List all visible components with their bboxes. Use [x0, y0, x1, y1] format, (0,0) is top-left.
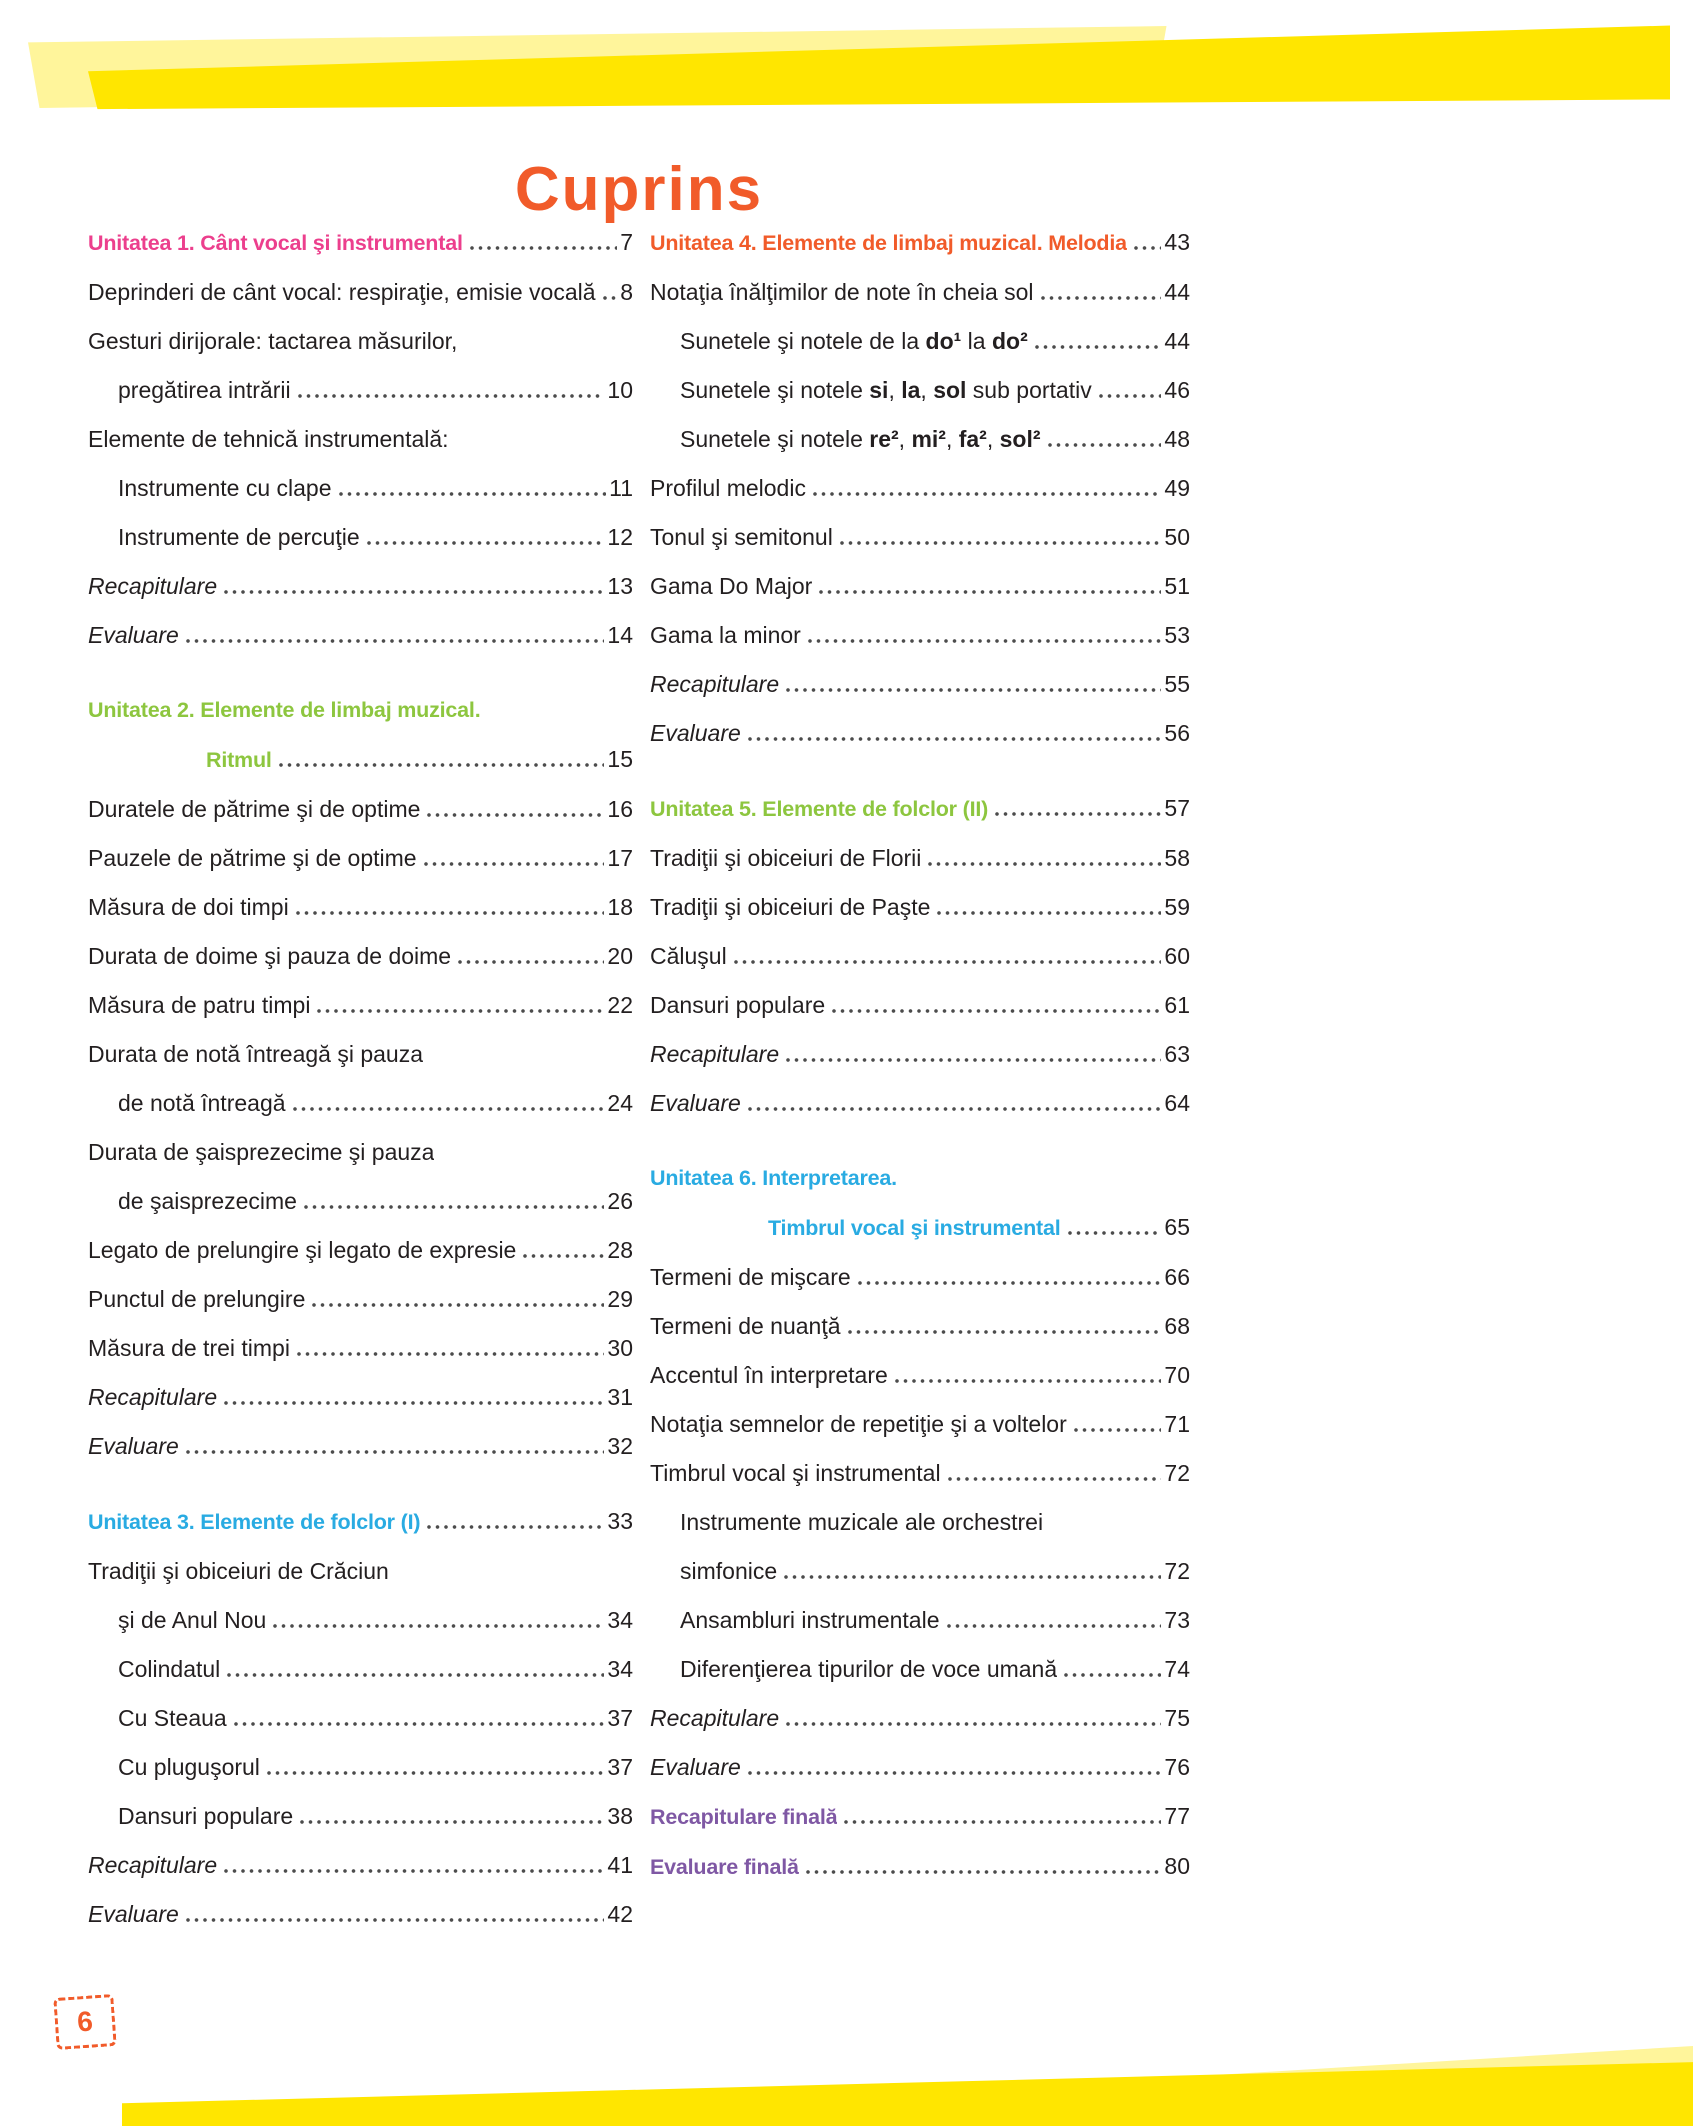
toc-item-row — [650, 1547, 1190, 1596]
toc-entry-label: Notaţia înălţimilor de note în cheia sol — [650, 279, 1034, 305]
toc-item-row — [88, 513, 633, 562]
toc-item-row — [650, 366, 1190, 415]
dotted-leader — [784, 1052, 1161, 1062]
toc-item-row — [650, 415, 1190, 464]
dotted-leader — [784, 682, 1161, 692]
toc-page-number: 29 — [607, 1286, 633, 1312]
dotted-leader — [225, 1667, 604, 1677]
dotted-leader — [804, 1864, 1162, 1874]
toc-item-row — [88, 1422, 633, 1471]
dotted-leader — [184, 633, 605, 643]
toc-page-number: 17 — [607, 845, 633, 871]
toc-entry-label: Termeni de mişcare — [650, 1264, 851, 1290]
dotted-leader — [784, 1716, 1161, 1726]
toc-page-number: 75 — [1164, 1705, 1190, 1731]
toc-item-row — [650, 981, 1190, 1030]
toc-heading-row — [650, 218, 1190, 268]
toc-entry-label: Ansambluri instrumentale — [680, 1607, 940, 1633]
toc-item-row — [88, 1030, 633, 1079]
toc-entry-label: Unitatea 1. Cânt vocal şi instrumental — [88, 231, 463, 255]
toc-entry-label: Instrumente muzicale ale orchestrei — [680, 1509, 1044, 1535]
toc-item-row — [88, 1890, 633, 1939]
dotted-leader — [422, 856, 605, 866]
toc-item-row — [88, 1373, 633, 1422]
dotted-leader — [746, 1765, 1162, 1775]
dotted-leader — [468, 240, 617, 250]
toc-item-row — [88, 464, 633, 513]
dotted-leader — [315, 1003, 604, 1013]
dotted-leader — [222, 584, 604, 594]
dotted-leader — [945, 1618, 1162, 1628]
toc-page-number: 76 — [1164, 1754, 1190, 1780]
toc-page-number: 74 — [1164, 1656, 1190, 1682]
toc-item-row — [88, 1547, 633, 1596]
dotted-leader — [337, 486, 607, 496]
dotted-leader — [782, 1569, 1161, 1579]
toc-heading-row — [88, 1497, 633, 1547]
toc-entry-label: Sunetele şi notele de la do¹ la do² — [680, 328, 1028, 354]
toc-page-number: 70 — [1164, 1362, 1190, 1388]
dotted-leader — [1132, 240, 1162, 250]
dotted-leader — [232, 1716, 605, 1726]
toc-entry-label: Instrumente cu clape — [118, 475, 332, 501]
toc-page-number: 13 — [607, 573, 633, 599]
dotted-leader — [295, 1346, 604, 1356]
toc-entry-label: pregătirea intrării — [118, 377, 291, 403]
toc-page-number: 14 — [607, 622, 633, 648]
dotted-leader — [184, 1912, 605, 1922]
toc-heading-row — [650, 1842, 1190, 1892]
dotted-leader — [1062, 1667, 1161, 1677]
toc-column-left — [88, 218, 633, 1939]
toc-entry-label: Elemente de tehnică instrumentală: — [88, 426, 449, 452]
toc-page-number: 60 — [1164, 943, 1190, 969]
toc-item-row — [88, 366, 633, 415]
dotted-leader — [1046, 437, 1162, 447]
dotted-leader — [302, 1199, 604, 1209]
toc-item-row — [88, 1079, 633, 1128]
toc-page-number: 37 — [607, 1705, 633, 1731]
dotted-leader — [893, 1373, 1162, 1383]
toc-item-row — [88, 611, 633, 660]
toc-entry-label: Măsura de patru timpi — [88, 992, 311, 1018]
toc-page-number: 44 — [1164, 328, 1190, 354]
toc-item-row — [650, 660, 1190, 709]
toc-entry-label: Punctul de prelungire — [88, 1286, 306, 1312]
toc-entry-label: Evaluare — [650, 1754, 741, 1780]
toc-page-number: 80 — [1164, 1853, 1190, 1879]
toc-heading-row — [650, 1792, 1190, 1842]
toc-page-number: 51 — [1164, 573, 1190, 599]
toc-page-number: 37 — [607, 1754, 633, 1780]
toc-entry-label: Instrumente de percuţie — [118, 524, 360, 550]
page-number-stamp — [53, 1994, 116, 2050]
toc-page-number: 7 — [620, 229, 633, 255]
toc-page-number: 72 — [1164, 1558, 1190, 1584]
dotted-leader — [425, 807, 604, 817]
dotted-leader — [1097, 388, 1162, 398]
toc-item-row — [650, 709, 1190, 758]
toc-page-number: 12 — [607, 524, 633, 550]
dotted-leader — [265, 1765, 604, 1775]
toc-page-number: 72 — [1164, 1460, 1190, 1486]
toc-item-row — [650, 1694, 1190, 1743]
toc-entry-label: Cu pluguşorul — [118, 1754, 260, 1780]
toc-entry-label: Cu Steaua — [118, 1705, 227, 1731]
toc-heading-row — [650, 784, 1190, 834]
toc-page-number: 71 — [1164, 1411, 1190, 1437]
toc-item-row — [650, 611, 1190, 660]
toc-entry-label: Recapitulare — [88, 1384, 218, 1410]
toc-entry-label: Ritmul — [206, 748, 272, 772]
toc-item-row — [88, 268, 633, 317]
toc-entry-label: Notaţia semnelor de repetiţie şi a voltelor — [650, 1411, 1067, 1437]
toc-item-row — [650, 513, 1190, 562]
toc-entry-label: Diferenţierea tipurilor de voce umană — [680, 1656, 1058, 1682]
toc-entry-label: Dansuri populare — [118, 1803, 294, 1829]
toc-entry-label: Evaluare — [88, 622, 179, 648]
toc-item-row — [650, 1743, 1190, 1792]
dotted-leader — [838, 535, 1162, 545]
dotted-leader — [935, 905, 1161, 915]
toc-item-row — [650, 932, 1190, 981]
toc-entry-label: Sunetele şi notele re², mi², fa², sol² — [680, 426, 1041, 452]
dotted-leader — [296, 388, 605, 398]
toc-entry-label: Unitatea 6. Interpretarea. — [650, 1166, 897, 1190]
toc-entry-label: Evaluare — [650, 720, 741, 746]
toc-entry-label: Unitatea 5. Elemente de folclor (II) — [650, 797, 989, 821]
toc-entry-label: Evaluare — [650, 1090, 741, 1116]
toc-entry-label: Gesturi dirijorale: tactarea măsurilor, — [88, 328, 458, 354]
toc-entry-label: Duratele de pătrime şi de optime — [88, 796, 421, 822]
dotted-leader — [746, 731, 1162, 741]
dotted-leader — [271, 1618, 604, 1628]
toc-entry-label: Tradiţii şi obiceiuri de Paşte — [650, 894, 931, 920]
toc-page-number: 77 — [1164, 1803, 1190, 1829]
toc-page-number: 16 — [607, 796, 633, 822]
toc-item-row — [88, 415, 633, 464]
toc-item-row — [88, 883, 633, 932]
dotted-leader — [1066, 1225, 1162, 1235]
dotted-leader — [310, 1297, 604, 1307]
toc-item-row — [650, 1498, 1190, 1547]
toc-page-number: 26 — [607, 1188, 633, 1214]
toc-entry-label: Tradiţii şi obiceiuri de Crăciun — [88, 1558, 389, 1584]
toc-entry-label: Recapitulare finală — [650, 1805, 838, 1829]
toc-entry-label: Durata de notă întreagă şi pauza — [88, 1041, 424, 1067]
dotted-leader — [601, 290, 618, 300]
toc-item-row — [88, 1128, 633, 1177]
toc-entry-label: Profilul melodic — [650, 475, 806, 501]
dotted-leader — [425, 1519, 604, 1529]
toc-entry-label: Evaluare — [88, 1433, 179, 1459]
toc-item-row — [88, 1275, 633, 1324]
dotted-leader — [926, 856, 1161, 866]
toc-heading-row — [88, 686, 633, 735]
dotted-leader — [365, 535, 605, 545]
toc-page-number: 33 — [607, 1508, 633, 1534]
toc-page-number: 34 — [607, 1607, 633, 1633]
toc-item-row — [88, 317, 633, 366]
toc-entry-label: Recapitulare — [650, 1705, 780, 1731]
toc-page-number: 38 — [607, 1803, 633, 1829]
toc-item-row — [88, 1596, 633, 1645]
toc-item-row — [650, 1351, 1190, 1400]
toc-page-number: 58 — [1164, 845, 1190, 871]
toc-entry-label: Recapitulare — [650, 671, 780, 697]
toc-page-number: 64 — [1164, 1090, 1190, 1116]
dotted-leader — [1072, 1422, 1162, 1432]
toc-entry-label: Pauzele de pătrime şi de optime — [88, 845, 417, 871]
toc-entry-label: Măsura de trei timpi — [88, 1335, 290, 1361]
dotted-leader — [993, 806, 1161, 816]
toc-item-row — [650, 834, 1190, 883]
toc-item-row — [88, 1792, 633, 1841]
dotted-leader — [291, 1101, 605, 1111]
toc-entry-label: Timbrul vocal şi instrumental — [650, 1460, 941, 1486]
toc-entry-label: Unitatea 2. Elemente de limbaj muzical. — [88, 698, 481, 722]
toc-item-row — [88, 1177, 633, 1226]
toc-item-row — [650, 1253, 1190, 1302]
toc-item-row — [88, 1645, 633, 1694]
toc-item-row — [650, 1400, 1190, 1449]
toc-page-number: 30 — [607, 1335, 633, 1361]
dotted-leader — [222, 1395, 604, 1405]
toc-heading-row — [88, 218, 633, 268]
page-number: 6 — [76, 2005, 94, 2038]
toc-page-number: 66 — [1164, 1264, 1190, 1290]
toc-entry-label: Durata de şaisprezecime şi pauza — [88, 1139, 435, 1165]
toc-page-number: 49 — [1164, 475, 1190, 501]
toc-page-number: 61 — [1164, 992, 1190, 1018]
dotted-leader — [294, 905, 605, 915]
toc-page-number: 68 — [1164, 1313, 1190, 1339]
toc-item-row — [650, 1596, 1190, 1645]
toc-page-number: 44 — [1164, 279, 1190, 305]
toc-page-number: 59 — [1164, 894, 1190, 920]
toc-entry-label: Colindatul — [118, 1656, 221, 1682]
toc-entry-label: Termeni de nuanţă — [650, 1313, 841, 1339]
toc-entry-label: Timbrul vocal şi instrumental — [768, 1216, 1061, 1240]
dotted-leader — [846, 1324, 1162, 1334]
toc-item-row — [650, 1030, 1190, 1079]
toc-page-number: 10 — [607, 377, 633, 403]
dotted-leader — [856, 1275, 1162, 1285]
toc-item-row — [88, 1841, 633, 1890]
toc-entry-label: Accentul în interpretare — [650, 1362, 888, 1388]
toc-page-number: 73 — [1164, 1607, 1190, 1633]
toc-item-row — [88, 1743, 633, 1792]
toc-page-number: 43 — [1164, 229, 1190, 255]
toc-entry-label: Legato de prelungire şi legato de expresie — [88, 1237, 517, 1263]
toc-item-row — [88, 981, 633, 1030]
toc-page-number: 8 — [620, 279, 633, 305]
toc-page-number: 65 — [1164, 1214, 1190, 1240]
toc-page-number: 18 — [607, 894, 633, 920]
toc-entry-label: Tradiţii şi obiceiuri de Florii — [650, 845, 922, 871]
toc-entry-label: Recapitulare — [88, 1852, 218, 1878]
toc-entry-label: Dansuri populare — [650, 992, 826, 1018]
toc-entry-label: Recapitulare — [88, 573, 218, 599]
toc-entry-label: Durata de doime şi pauza de doime — [88, 943, 452, 969]
dotted-leader — [456, 954, 604, 964]
toc-item-row — [650, 268, 1190, 317]
toc-entry-label: Deprinderi de cânt vocal: respiraţie, emisie vocală — [88, 279, 596, 305]
toc-item-row — [650, 562, 1190, 611]
toc-page-number: 28 — [607, 1237, 633, 1263]
toc-page-number: 48 — [1164, 426, 1190, 452]
toc-page-number: 53 — [1164, 622, 1190, 648]
toc-heading-row — [650, 1154, 1190, 1203]
dotted-leader — [222, 1863, 604, 1873]
toc-item-row — [650, 317, 1190, 366]
toc-column-right — [650, 218, 1190, 1892]
toc-page-number: 63 — [1164, 1041, 1190, 1067]
toc-item-row — [88, 932, 633, 981]
toc-item-row — [650, 1079, 1190, 1128]
toc-item-row — [88, 1324, 633, 1373]
dotted-leader — [184, 1444, 605, 1454]
toc-entry-label: Gama la minor — [650, 622, 801, 648]
toc-entry-label: Unitatea 3. Elemente de folclor (I) — [88, 1510, 421, 1534]
dotted-leader — [946, 1471, 1162, 1481]
toc-item-row — [650, 464, 1190, 513]
toc-heading-row — [650, 1203, 1190, 1253]
toc-page-number: 24 — [607, 1090, 633, 1116]
dotted-leader — [521, 1248, 604, 1258]
toc-page-number: 55 — [1164, 671, 1190, 697]
toc-page-number: 11 — [609, 475, 633, 501]
toc-page-number: 46 — [1164, 377, 1190, 403]
toc-entry-label: simfonice — [680, 1558, 778, 1584]
toc-page-number: 20 — [607, 943, 633, 969]
toc-item-row — [650, 1645, 1190, 1694]
toc-page-number: 22 — [607, 992, 633, 1018]
toc-item-row — [88, 834, 633, 883]
toc-item-row — [88, 562, 633, 611]
toc-item-row — [88, 785, 633, 834]
toc-entry-label: Căluşul — [650, 943, 727, 969]
dotted-leader — [842, 1814, 1161, 1824]
toc-entry-label: de notă întreagă — [118, 1090, 286, 1116]
dotted-leader — [746, 1101, 1162, 1111]
toc-page-number: 34 — [607, 1656, 633, 1682]
toc-entry-label: Evaluare — [88, 1901, 179, 1927]
toc-entry-label: Măsura de doi timpi — [88, 894, 289, 920]
toc-page-number: 41 — [607, 1852, 633, 1878]
dotted-leader — [811, 486, 1161, 496]
toc-entry-label: Recapitulare — [650, 1041, 780, 1067]
dotted-leader — [1033, 339, 1162, 349]
toc-item-row — [88, 1694, 633, 1743]
toc-page-number: 31 — [607, 1384, 633, 1410]
toc-entry-label: Unitatea 4. Elemente de limbaj muzical. Melodia — [650, 231, 1127, 255]
toc-page-number: 50 — [1164, 524, 1190, 550]
toc-entry-label: Tonul şi semitonul — [650, 524, 833, 550]
page-title: Cuprins — [514, 154, 764, 224]
toc-item-row — [650, 1302, 1190, 1351]
toc-page-number: 42 — [607, 1901, 633, 1927]
toc-heading-row — [88, 735, 633, 785]
dotted-leader — [732, 954, 1162, 964]
toc-page-number: 32 — [607, 1433, 633, 1459]
toc-page-number: 57 — [1164, 795, 1190, 821]
dotted-leader — [277, 757, 605, 767]
toc-entry-label: şi de Anul Nou — [118, 1607, 267, 1633]
dotted-leader — [806, 633, 1162, 643]
toc-item-row — [88, 1226, 633, 1275]
dotted-leader — [298, 1814, 604, 1824]
toc-entry-label: de şaisprezecime — [118, 1188, 297, 1214]
toc-page-number: 15 — [607, 746, 633, 772]
toc-page-number: 56 — [1164, 720, 1190, 746]
dotted-leader — [1039, 290, 1162, 300]
dotted-leader — [817, 584, 1161, 594]
toc-item-row — [650, 1449, 1190, 1498]
toc-entry-label: Sunetele şi notele si, la, sol sub portativ — [680, 377, 1092, 403]
toc-entry-label: Evaluare finală — [650, 1855, 799, 1879]
toc-item-row — [650, 883, 1190, 932]
toc-entry-label: Gama Do Major — [650, 573, 813, 599]
dotted-leader — [830, 1003, 1161, 1013]
